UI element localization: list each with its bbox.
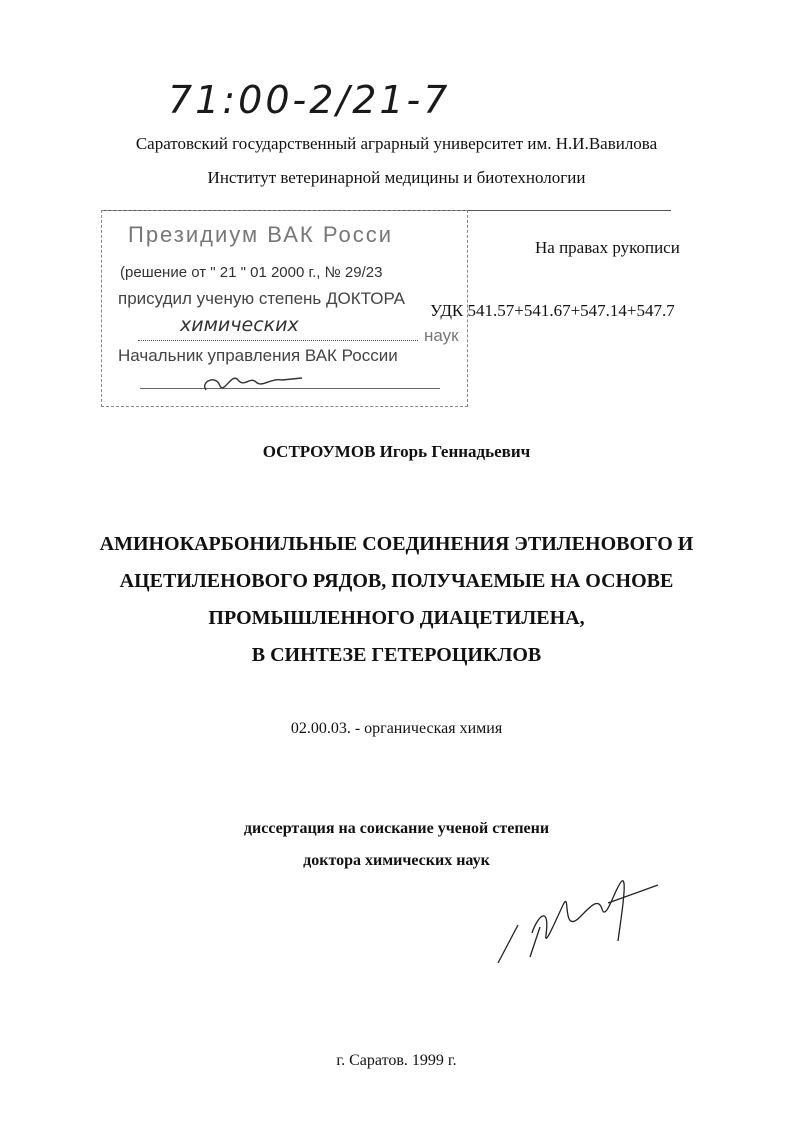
udc-code: УДК 541.57+541.67+547.14+547.7 (430, 301, 675, 320)
manuscript-rights: На правах рукописи (535, 238, 680, 257)
institute-name: Институт ветеринарной медицины и биотехнологии (207, 168, 586, 187)
title-line-2: АЦЕТИЛЕНОВОГО РЯДОВ, ПОЛУЧАЕМЫЕ НА ОСНОВЕ (119, 570, 674, 592)
degree-line-2: доктора химических наук (303, 852, 490, 869)
author-name: ОСТРОУМОВ Игорь Геннадьевич (262, 442, 531, 461)
title-line-1: АМИНОКАРБОНИЛЬНЫЕ СОЕДИНЕНИЯ ЭТИЛЕНОВОГО И (99, 533, 694, 555)
stamp-field-underline (138, 340, 418, 341)
stamp-line-awarded: присудил ученую степень ДОКТОРА (118, 289, 406, 308)
stamp-line-field-suffix: наук (424, 326, 459, 345)
degree-line-1: диссертация на соискание ученой степени (243, 820, 550, 837)
stamp-line-field-hand: химических (180, 314, 299, 336)
university-name: Саратовский государственный аграрный университет им. Н.И.Вавилова (135, 134, 658, 153)
specialty: 02.00.03. - органическая химия (290, 720, 503, 737)
stamp-line-presidium: Президиум ВАК Росси (128, 222, 394, 247)
title-line-4: В СИНТЕЗЕ ГЕТЕРОЦИКЛОВ (251, 644, 542, 666)
archive-number: 71:00-2/21-7 (168, 78, 451, 122)
stamp-signature (198, 364, 308, 398)
stamp-line-decision: (решение от " 21 " 01 2000 г., № 29/23 (120, 264, 383, 281)
author-signature (488, 845, 668, 970)
stamp-line-head: Начальник управления ВАК России (118, 346, 398, 365)
city-year: г. Саратов. 1999 г. (336, 1052, 457, 1069)
title-line-3: ПРОМЫШЛЕННОГО ДИАЦЕТИЛЕНА, (208, 607, 585, 629)
